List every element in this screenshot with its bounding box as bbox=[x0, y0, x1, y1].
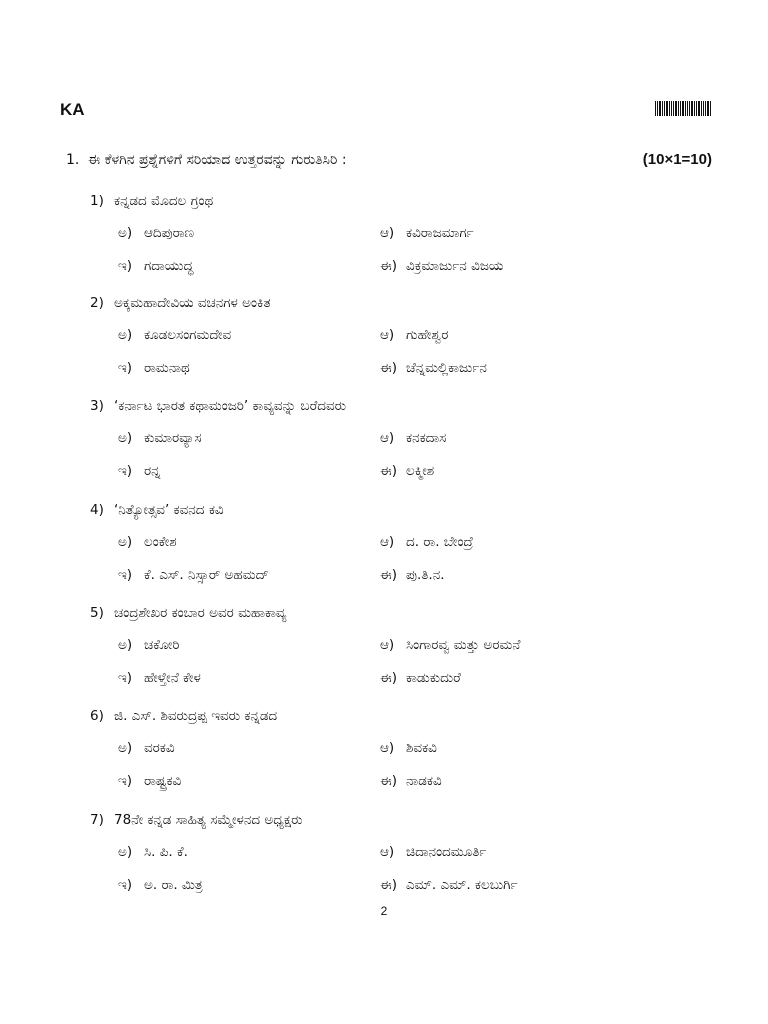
option-text: ರಾಮನಾಥ bbox=[144, 360, 190, 376]
option-label: ಈ) bbox=[380, 670, 397, 686]
mcq-stem bbox=[90, 193, 213, 209]
option-text: ರನ್ನ bbox=[144, 463, 161, 479]
mcq-option[interactable] bbox=[118, 773, 181, 789]
option-text: ವರಕವಿ bbox=[144, 740, 175, 756]
option-label: ಇ) bbox=[118, 567, 133, 583]
option-label: ಇ) bbox=[118, 670, 133, 686]
option-text: ರಾಷ್ಟ್ರಕವಿ bbox=[144, 773, 182, 789]
option-text: ವಿಕ್ರಮಾರ್ಜುನ ವಿಜಯ bbox=[406, 258, 504, 274]
option-text: ದ. ರಾ. ಬೇಂದ್ರೆ bbox=[406, 534, 474, 550]
mcq-number: 4) bbox=[90, 502, 104, 518]
mcq-option[interactable] bbox=[118, 225, 194, 241]
option-text: ಗುಹೇಶ್ವರ bbox=[406, 327, 449, 343]
mcq-option[interactable] bbox=[118, 877, 203, 893]
mcq-number: 1) bbox=[90, 193, 104, 209]
mcq-option[interactable] bbox=[118, 534, 177, 550]
option-label: ಈ) bbox=[380, 567, 397, 583]
option-label: ಅ) bbox=[118, 534, 133, 550]
mcq-option[interactable] bbox=[118, 360, 190, 376]
option-text: ಲಕ್ಮೀಶ bbox=[406, 463, 435, 479]
option-label: ಆ) bbox=[380, 327, 395, 343]
option-text: ಪು.ತಿ.ನ. bbox=[406, 567, 445, 583]
option-text: ಚಕೋರಿ bbox=[144, 637, 180, 653]
mcq-stem-text: ‘ನಿತ್ಯೋತ್ಸವ’ ಕವನದ ಕವಿ bbox=[114, 502, 224, 518]
option-text: ಎಮ್. ಎಮ್. ಕಲಬುರ್ಗಿ bbox=[406, 877, 518, 893]
option-label: ಅ) bbox=[118, 225, 133, 241]
mcq-stem-text: ಕನ್ನಡದ ಮೊದಲ ಗ್ರಂಥ bbox=[114, 193, 214, 209]
mcq-option[interactable] bbox=[380, 740, 437, 756]
option-text: ಚೆನ್ನಮಲ್ಲಿಕಾರ್ಜುನ bbox=[406, 360, 487, 376]
option-label: ಇ) bbox=[118, 258, 133, 274]
mcq-number: 7) bbox=[90, 812, 104, 828]
option-text: ಕುಮಾರವ್ಯಾಸ bbox=[144, 430, 202, 446]
mcq-stem bbox=[90, 605, 286, 621]
mcq-item bbox=[90, 708, 712, 802]
option-label: ಇ) bbox=[118, 360, 133, 376]
option-text: ಕವಿರಾಜಮಾರ್ಗ bbox=[406, 225, 474, 241]
mcq-item bbox=[90, 193, 712, 287]
option-label: ಅ) bbox=[118, 327, 133, 343]
mcq-item bbox=[90, 398, 712, 492]
option-label: ಆ) bbox=[380, 844, 395, 860]
mcq-number: 6) bbox=[90, 708, 104, 724]
option-label: ಆ) bbox=[380, 430, 395, 446]
option-text: ಕೂಡಲಸಂಗಮದೇವ bbox=[144, 327, 232, 343]
mcq-option[interactable] bbox=[380, 844, 486, 860]
mcq-option[interactable] bbox=[380, 430, 446, 446]
option-text: ಅ. ರಾ. ಮಿತ್ರ bbox=[144, 877, 203, 893]
option-text: ನಾಡಕವಿ bbox=[406, 773, 442, 789]
page-number: 2 bbox=[380, 904, 388, 918]
option-text: ಹೇಳ್ತೇನೆ ಕೇಳ bbox=[144, 670, 201, 686]
mcq-option[interactable] bbox=[380, 258, 503, 274]
option-label: ಅ) bbox=[118, 637, 133, 653]
option-text: ಕನಕದಾಸ bbox=[406, 430, 447, 446]
mcq-option[interactable] bbox=[380, 225, 474, 241]
option-text: ಸಿಂಗಾರವ್ವ ಮತ್ತು ಅರಮನೆ bbox=[406, 637, 521, 653]
option-label: ಅ) bbox=[118, 740, 133, 756]
mcq-stem-text: ‘ಕರ್ನಾಟ ಭಾರತ ಕಥಾಮಂಜರಿ’ ಕಾವ್ಯವನ್ನು ಬರೆದವರು bbox=[114, 398, 347, 414]
barcode-icon bbox=[655, 101, 711, 116]
mcq-stem bbox=[90, 708, 277, 724]
question-instruction: ಈ ಕೆಳಗಿನ ಪ್ರಶ್ನೆಗಳಿಗೆ ಸರಿಯಾದ ಉತ್ತರವನ್ನು ಗುರುತಿಸಿರಿ : bbox=[88, 152, 347, 168]
mcq-number: 3) bbox=[90, 398, 104, 414]
mcq-option[interactable] bbox=[118, 670, 201, 686]
mcq-stem-text: ಚಂದ್ರಶೇಖರ ಕಂಬಾರ ಅವರ ಮಹಾಕಾವ್ಯ bbox=[114, 605, 287, 621]
mcq-option[interactable] bbox=[380, 567, 445, 583]
option-text: ಕೆ. ಎಸ್. ನಿಸ್ಸಾರ್ ಅಹಮದ್ bbox=[144, 567, 269, 583]
mcq-option[interactable] bbox=[118, 637, 179, 653]
mcq-option[interactable] bbox=[380, 463, 434, 479]
mcq-option[interactable] bbox=[118, 463, 160, 479]
mcq-stem-text: 78ನೇ ಕನ್ನಡ ಸಾಹಿತ್ಯ ಸಮ್ಮೇಳನದ ಅಧ್ಯಕ್ಷರು bbox=[114, 812, 303, 828]
question-number: 1. bbox=[66, 152, 80, 168]
option-label: ಇ) bbox=[118, 773, 133, 789]
option-label: ಈ) bbox=[380, 773, 397, 789]
option-text: ಗದಾಯುದ್ಧ bbox=[144, 258, 194, 274]
mcq-option[interactable] bbox=[380, 670, 461, 686]
mcq-number: 2) bbox=[90, 295, 104, 311]
option-text: ಸಿ. ಪಿ. ಕೆ. bbox=[144, 844, 188, 860]
mcq-stem-text: ಜಿ. ಎಸ್. ಶಿವರುದ್ರಪ್ಪ ಇವರು ಕನ್ನಡದ bbox=[114, 708, 278, 724]
mcq-item bbox=[90, 605, 712, 699]
mcq-option[interactable] bbox=[118, 327, 231, 343]
option-text: ಕಾಡುಕುದುರೆ bbox=[406, 670, 461, 686]
option-text: ಚಿದಾನಂದಮೂರ್ತಿ bbox=[406, 844, 487, 860]
option-text: ಆದಿಪುರಾಣ bbox=[144, 225, 195, 241]
option-label: ಈ) bbox=[380, 258, 397, 274]
option-label: ಅ) bbox=[118, 430, 133, 446]
paper-code: KA bbox=[60, 100, 85, 119]
option-label: ಆ) bbox=[380, 740, 395, 756]
mcq-option[interactable] bbox=[380, 637, 520, 653]
mcq-option[interactable] bbox=[118, 430, 202, 446]
mcq-option[interactable] bbox=[118, 740, 175, 756]
mcq-option[interactable] bbox=[380, 327, 448, 343]
mcq-option[interactable] bbox=[118, 844, 188, 860]
mcq-stem bbox=[90, 295, 271, 311]
option-label: ಆ) bbox=[380, 225, 395, 241]
mcq-stem bbox=[90, 812, 303, 828]
mcq-option[interactable] bbox=[118, 258, 193, 274]
option-text: ಲಂಕೇಶ bbox=[144, 534, 177, 550]
option-label: ಈ) bbox=[380, 877, 397, 893]
option-text: ಶಿವಕವಿ bbox=[406, 740, 437, 756]
option-label: ಈ) bbox=[380, 360, 397, 376]
mcq-option[interactable] bbox=[380, 773, 442, 789]
option-label: ಇ) bbox=[118, 463, 133, 479]
mcq-option[interactable] bbox=[380, 534, 473, 550]
mcq-stem bbox=[90, 502, 224, 518]
option-label: ಅ) bbox=[118, 844, 133, 860]
mcq-stem-text: ಅಕ್ಕಮಹಾದೇವಿಯ ವಚನಗಳ ಅಂಕಿತ bbox=[114, 295, 271, 311]
mcq-number: 5) bbox=[90, 605, 104, 621]
mcq-option[interactable] bbox=[118, 567, 269, 583]
option-label: ಆ) bbox=[380, 534, 395, 550]
question-header bbox=[66, 152, 712, 176]
mcq-option[interactable] bbox=[380, 360, 487, 376]
option-label: ಇ) bbox=[118, 877, 133, 893]
mcq-option[interactable] bbox=[380, 877, 518, 893]
mcq-item bbox=[90, 812, 712, 906]
option-label: ಈ) bbox=[380, 463, 397, 479]
question-marks: (10×1=10) bbox=[642, 151, 712, 168]
mcq-item bbox=[90, 502, 712, 596]
mcq-item bbox=[90, 295, 712, 389]
mcq-stem bbox=[90, 398, 346, 414]
option-label: ಆ) bbox=[380, 637, 395, 653]
